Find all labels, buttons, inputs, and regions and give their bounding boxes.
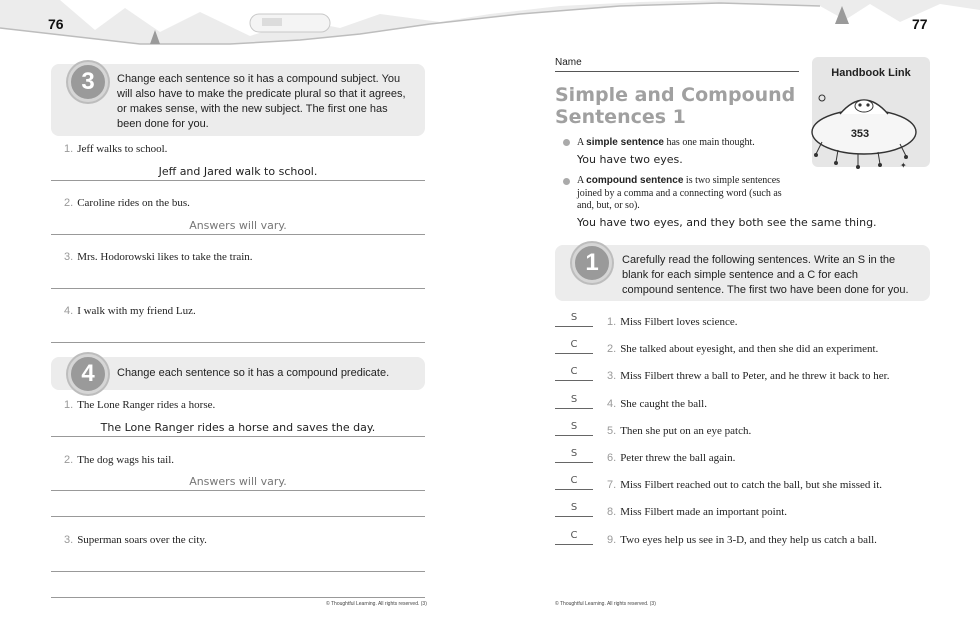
item-number: 7. [607,479,617,492]
item-text: Miss Filbert reached out to catch the ball, but she missed it. [620,479,882,492]
answer-blank[interactable] [555,353,593,354]
item-text: I walk with my friend Luz. [77,305,196,317]
answer-blank[interactable] [555,489,593,490]
activity-3-answer-1: Jeff and Jared walk to school. [158,165,318,178]
answer-line[interactable] [51,234,425,235]
example-compound: You have two eyes, and they both see the same thing. [577,216,877,229]
activity-1-instructions: Carefully read the following sentences. Write an S in the blank for each simple sentence and a C for each compound sentence. The first two have been done for you. [622,254,909,296]
answer-blank[interactable] [555,544,593,545]
item-text: Superman soars over the city. [77,534,207,546]
activity-4-item-3 [64,534,207,546]
activity-4-item-2 [64,454,174,466]
bullet-icon [563,178,570,185]
answer-line[interactable] [51,490,425,491]
handbook-page-number[interactable]: 353 [850,128,870,140]
example-simple: You have two eyes. [577,153,683,166]
page-title [555,84,795,128]
item-text: Miss Filbert loves science. [620,316,738,328]
activity-3-item-4 [64,305,196,317]
activity-4-item-1 [64,399,215,411]
answer-blank-value: C [570,339,578,351]
title-line-1: Simple and Compound [555,84,796,106]
activity-1-item-7 [607,479,882,491]
answer-blank-value: C [570,366,578,378]
answer-line[interactable] [51,516,425,517]
item-number: 3. [607,370,617,383]
activity-1-item-6 [607,452,735,464]
item-text: The dog wags his tail. [77,454,175,466]
item-number: 6. [607,452,617,464]
title-line-2: Sentences 1 [555,106,686,128]
item-text: Peter threw the ball again. [620,452,736,464]
answer-blank-value: S [570,502,578,514]
answer-line[interactable] [51,180,425,181]
footer-left: © Thoughtful Learning. All rights reserved. (3) [326,601,427,607]
item-number: 1. [64,143,74,155]
item-number: 8. [607,506,617,519]
answer-blank[interactable] [555,408,593,409]
activity-3-item-3 [64,251,253,263]
answer-blank[interactable] [555,435,593,436]
item-text: Mrs. Hodorowski likes to take the train. [77,251,253,263]
activity-1-item-1 [607,316,738,328]
answer-blank-value: S [570,312,578,323]
term-compound-sentence: compound sentence [586,175,684,186]
item-number: 4. [607,397,617,410]
activity-3-badge: 3 [68,62,108,102]
item-text: The Lone Ranger rides a horse. [77,399,216,411]
activity-3-item-1 [64,143,167,155]
header-landscape-art [0,0,980,48]
answer-blank[interactable] [555,462,593,463]
definition-simple: A simple sentence has one main thought. [577,137,755,148]
activity-3-instructions: Change each sentence so it has a compound subject. You will also have to make the predicate plural so that it agrees, or makes sense, with the new subject. The first one has been done for you. [117,73,406,130]
activity-1-item-2 [607,343,878,355]
answer-blank-value: C [570,529,578,541]
item-text: Miss Filbert threw a ball to Peter, and he threw it back to her. [620,370,890,383]
bullet-icon [563,139,570,146]
page-number-left: 76 [48,16,64,32]
activity-3-answer-2: Answers will vary. [189,219,287,232]
answer-blank-value: S [570,420,578,432]
answer-line[interactable] [51,571,425,572]
definition-compound: A compound sentence is two simple sentences joined by a comma and a connecting word (such as and, but, or so). [577,175,782,211]
item-number: 1. [64,399,74,411]
answer-blank-value: S [570,393,578,405]
answer-blank[interactable] [555,326,593,327]
activity-1-item-9 [607,534,877,546]
activity-1-item-5 [607,425,751,437]
handbook-link-label: Handbook Link [831,67,911,79]
item-text: Then she put on an eye patch. [620,424,752,437]
item-number: 2. [64,454,74,466]
item-text: She caught the ball. [620,397,707,410]
item-text: Miss Filbert made an important point. [620,506,788,519]
item-number: 4. [64,305,74,317]
item-number: 2. [64,197,74,209]
svg-text:✦: ✦ [900,161,907,170]
activity-4-answer-1: The Lone Ranger rides a horse and saves the day. [100,421,376,434]
name-label: Name [555,57,582,68]
name-field-line[interactable] [555,71,799,72]
item-number: 5. [607,424,617,437]
item-number: 9. [607,533,617,546]
activity-4-badge: 4 [68,354,108,394]
item-text: Two eyes help us see in 3-D, and they help us catch a ball. [620,533,877,546]
term-simple-sentence: simple sentence [586,137,664,148]
activity-1-badge: 1 [572,243,612,283]
item-text: She talked about eyesight, and then she did an experiment. [620,343,879,356]
item-number: 1. [607,316,617,328]
activity-1-item-8 [607,506,787,518]
answer-line[interactable] [51,597,425,598]
footer-right: © Thoughtful Learning. All rights reserved. (3) [555,601,656,607]
page-number-right: 77 [912,16,928,32]
answer-blank[interactable] [555,380,593,381]
item-number: 2. [607,343,617,356]
answer-line[interactable] [51,288,425,289]
activity-4-answer-2: Answers will vary. [189,475,287,488]
answer-blank-value: S [570,448,578,459]
item-text: Caroline rides on the bus. [77,197,190,209]
item-number: 3. [64,251,74,263]
item-number: 3. [64,534,74,546]
answer-blank-value: C [570,475,578,487]
activity-1-item-3 [607,370,890,382]
item-text: Jeff walks to school. [77,143,168,155]
activity-4-instructions: Change each sentence so it has a compound predicate. [117,367,390,379]
activity-3-item-2 [64,197,190,209]
activity-1-item-4 [607,398,707,410]
answer-line[interactable] [51,342,425,343]
answer-line[interactable] [51,436,425,437]
answer-blank[interactable] [555,516,593,517]
